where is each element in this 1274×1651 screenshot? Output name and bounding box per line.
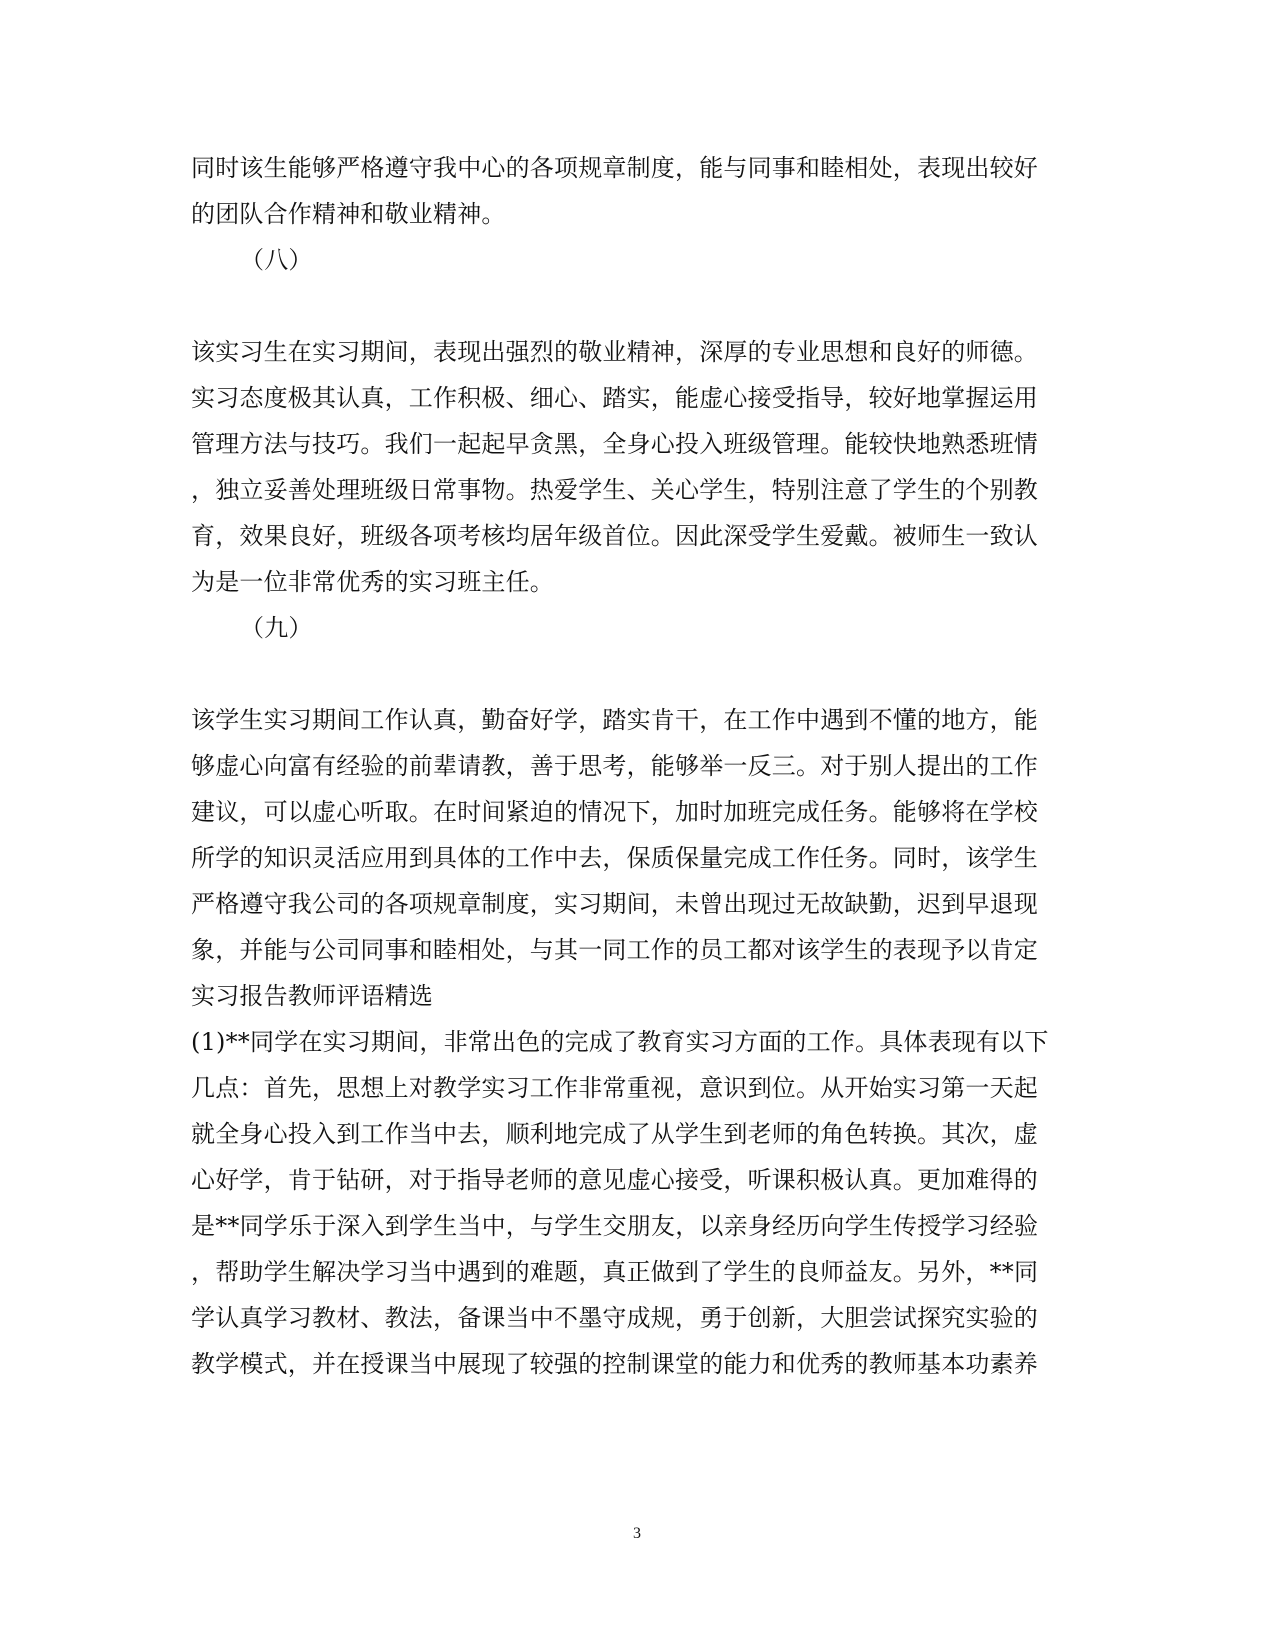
text-line: 为是一位非常优秀的实习班主任。 <box>191 568 554 596</box>
text-line: 是**同学乐于深入到学生当中，与学生交朋友，以亲身经历向学生传授学习经验 <box>191 1212 1039 1240</box>
text-line: 严格遵守我公司的各项规章制度，实习期间，未曾出现过无故缺勤，迟到早退现 <box>191 890 1038 918</box>
text-line: 同时该生能够严格遵守我中心的各项规章制度，能与同事和睦相处，表现出较好 <box>191 154 1038 182</box>
text-line: 该学生实习期间工作认真，勤奋好学，踏实肯干，在工作中遇到不懂的地方，能 <box>191 706 1038 734</box>
text-line: ，独立妥善处理班级日常事物。热爱学生、关心学生，特别注意了学生的个别教 <box>191 476 1038 504</box>
text-line: 育，效果良好，班级各项考核均居年级首位。因此深受学生爱戴。被师生一致认 <box>191 522 1038 550</box>
text-line: 该实习生在实习期间，表现出强烈的敬业精神，深厚的专业思想和良好的师德。 <box>191 338 1038 366</box>
text-line: 所学的知识灵活应用到具体的工作中去，保质保量完成工作任务。同时，该学生 <box>191 844 1038 872</box>
text-line: 实习态度极其认真，工作积极、细心、踏实，能虚心接受指导，较好地掌握运用 <box>191 384 1038 412</box>
text-line: 几点：首先，思想上对教学实习工作非常重视，意识到位。从开始实习第一天起 <box>191 1074 1038 1102</box>
text-line: 象，并能与公司同事和睦相处，与其一同工作的员工都对该学生的表现予以肯定 <box>191 936 1038 964</box>
section-title: 实习报告教师评语精选 <box>191 982 433 1010</box>
text-line: (1)**同学在实习期间，非常出色的完成了教育实习方面的工作。具体表现有以下 <box>191 1028 1049 1056</box>
text-line: 管理方法与技巧。我们一起起早贪黑，全身心投入班级管理。能较快地熟悉班情 <box>191 430 1038 458</box>
page-number: 3 <box>633 1525 641 1542</box>
text-line: 学认真学习教材、教法，备课当中不墨守成规，勇于创新，大胆尝试探究实验的 <box>191 1304 1038 1332</box>
text-line: 够虚心向富有经验的前辈请教，善于思考，能够举一反三。对于别人提出的工作 <box>191 752 1038 780</box>
text-line: 心好学，肯于钻研，对于指导老师的意见虚心接受，听课积极认真。更加难得的 <box>191 1166 1038 1194</box>
text-line: 教学模式，并在授课当中展现了较强的控制课堂的能力和优秀的教师基本功素养 <box>191 1350 1038 1378</box>
text-line: 的团队合作精神和敬业精神。 <box>191 200 506 228</box>
section-heading: （八） <box>240 246 313 274</box>
section-heading: （九） <box>240 614 313 642</box>
text-line: 就全身心投入到工作当中去，顺利地完成了从学生到老师的角色转换。其次，虚 <box>191 1120 1038 1148</box>
text-line: ，帮助学生解决学习当中遇到的难题，真正做到了学生的良师益友。另外，**同 <box>191 1258 1039 1286</box>
text-line: 建议，可以虚心听取。在时间紧迫的情况下，加时加班完成任务。能够将在学校 <box>191 798 1038 826</box>
